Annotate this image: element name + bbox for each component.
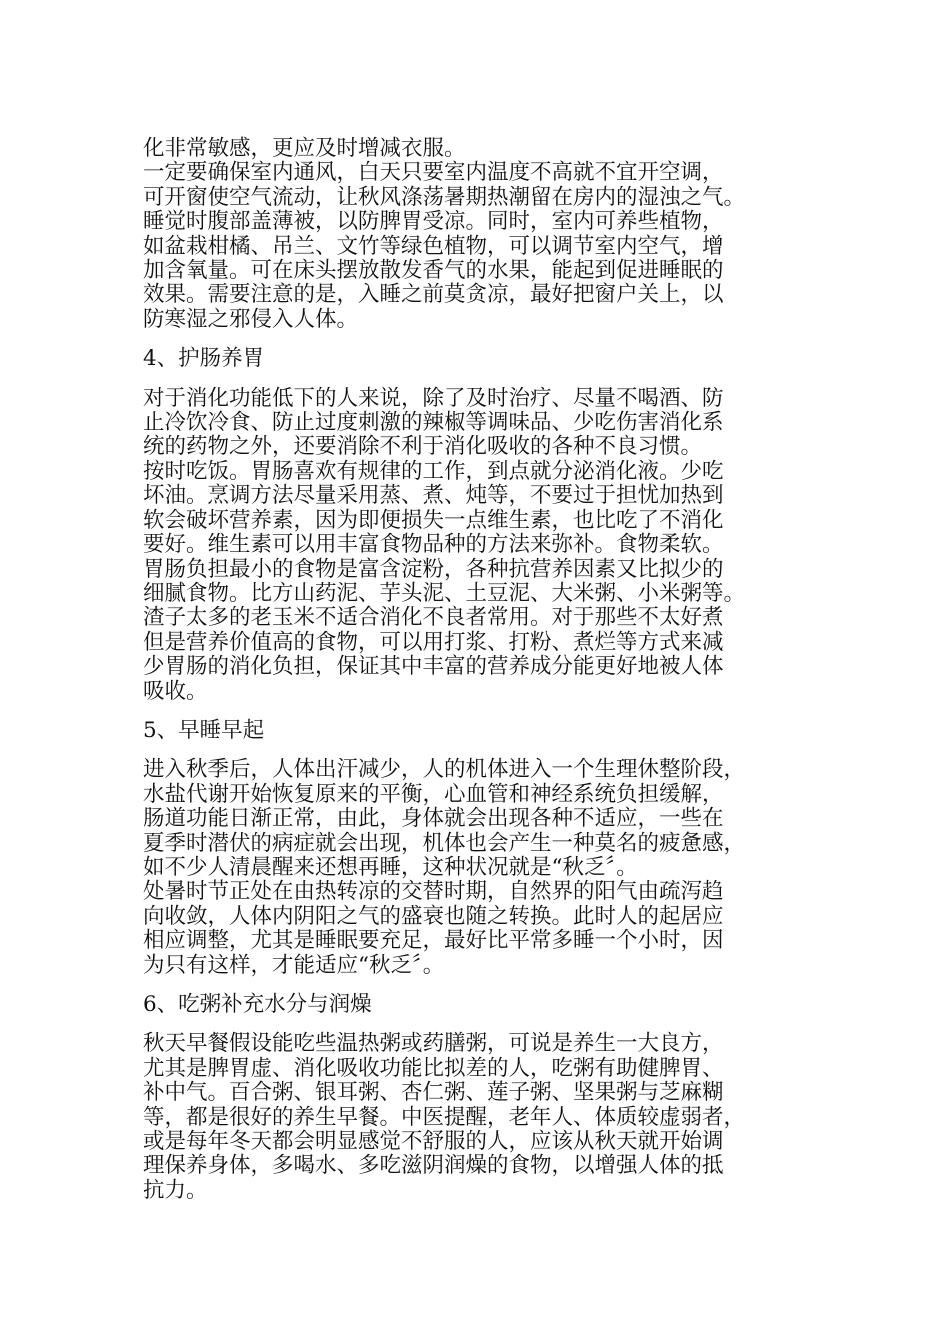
text-line: 细腻食物。比方山药泥、芋头泥、土豆泥、大米粥、小米粥等。: [143, 580, 746, 606]
text-line: 少胃肠的消化负担，保证其中丰富的营养成分能更好地被人体: [143, 654, 724, 680]
paragraph: [143, 1032, 823, 1203]
paragraph: [143, 161, 823, 332]
text-line: 化非常敏感，更应及时增减衣服。: [143, 136, 466, 161]
paragraph: [143, 758, 823, 880]
text-line: 胃肠负担最小的食物是富含淀粉，各种抗营养因素又比拟少的: [143, 556, 724, 582]
text-line: 睡觉时腹部盖薄被，以防脾胃受凉。同时，室内可养些植物，: [143, 209, 724, 235]
text-line: 按时吃饭。胃肠喜欢有规律的工作，到点就分泌消化液。少吃: [143, 458, 724, 484]
text-line: 防寒湿之邪侵入人体。: [143, 306, 359, 332]
text-line: 肠道功能日渐正常，由此，身体就会出现各种不适应，一些在: [143, 806, 724, 832]
text-line: 对于消化功能低下的人来说，除了及时治疗、尽量不喝酒、防: [143, 385, 724, 411]
text-line: 坏油。烹调方法尽量采用蒸、煮、炖等，不要过于担忧加热到: [143, 483, 724, 509]
text-line: 但是营养价值高的食物，可以用打浆、打粉、煮烂等方式来减: [143, 629, 724, 655]
text-line: 夏季时潜伏的病症就会出现，机体也会产生一种莫名的疲惫感，: [143, 830, 746, 856]
text-line: 或是每年冬天都会明显感觉不舒服的人，应该从秋天就开始调: [143, 1129, 724, 1155]
text-line: 吸收。: [143, 678, 208, 704]
text-line: 统的药物之外，还要消除不利于消化吸收的各种不良习惯。: [143, 434, 703, 460]
paragraph: [143, 880, 823, 978]
text-line: 效果。需要注意的是，入睡之前莫贪凉，最好把窗户关上，以: [143, 282, 724, 308]
text-line: 抗力。: [143, 1177, 208, 1203]
section-heading: 4、护肠养胃: [143, 346, 265, 372]
text-line: 水盐代谢开始恢复原来的平衡，心血管和神经系统负担缓解，: [143, 781, 724, 807]
text-line: 渣子太多的老玉米不适合消化不良者常用。对于那些不太好煮: [143, 605, 724, 631]
paragraph: [143, 137, 823, 161]
text-line: 等，都是很好的养生早餐。中医提醒，老年人、体质较虚弱者，: [143, 1104, 746, 1130]
text-line: 如不少人清晨醒来还想再睡，这种状况就是“秋乏〞。: [143, 854, 638, 880]
text-line: 理保养身体，多喝水、多吃滋阴润燥的食物，以增强人体的抵: [143, 1153, 724, 1179]
text-line: 向收敛，人体内阴阳之气的盛衰也随之转换。此时人的起居应: [143, 903, 724, 929]
section-heading: 5、早睡早起: [143, 717, 265, 743]
text-line: 要好。维生素可以用丰富食物品种的方法来弥补。食物柔软。: [143, 532, 724, 558]
section-heading: 6、吃粥补充水分与润燥: [143, 992, 372, 1017]
text-line: 秋天早餐假设能吃些温热粥或药膳粥，可说是养生一大良方，: [143, 1031, 724, 1057]
text-line: 软会破坏营养素，因为即便损失一点维生素，也比吃了不消化: [143, 507, 724, 533]
document-body: [143, 137, 823, 1203]
text-line: 尤其是脾胃虚、消化吸收功能比拟差的人，吃粥有助健脾胃、: [143, 1055, 724, 1081]
paragraph: [143, 460, 823, 704]
text-line: 进入秋季后，人体出汗减少，人的机体进入一个生理休整阶段，: [143, 757, 746, 783]
text-line: 一定要确保室内通风，白天只要室内温度不高就不宜开空调，: [143, 160, 724, 186]
text-line: 相应调整，尤其是睡眠要充足，最好比平常多睡一个小时，因: [143, 928, 724, 954]
paragraph: [143, 387, 823, 460]
text-line: 处暑时节正处在由热转凉的交替时期，自然界的阳气由疏泻趋: [143, 879, 724, 905]
text-line: 止冷饮冷食、防止过度刺激的辣椒等调味品、少吃伤害消化系: [143, 410, 724, 436]
text-line: 加含氧量。可在床头摆放散发香气的水果，能起到促进睡眠的: [143, 258, 724, 284]
text-line: 为只有这样，才能适应“秋乏〞。: [143, 952, 445, 978]
text-line: 可开窗使空气流动，让秋风涤荡暑期热潮留在房内的湿浊之气。: [143, 184, 746, 210]
text-line: 补中气。百合粥、银耳粥、杏仁粥、莲子粥、坚果粥与芝麻糊: [143, 1080, 724, 1106]
text-line: 如盆栽柑橘、吊兰、文竹等绿色植物，可以调节室内空气，增: [143, 233, 724, 259]
